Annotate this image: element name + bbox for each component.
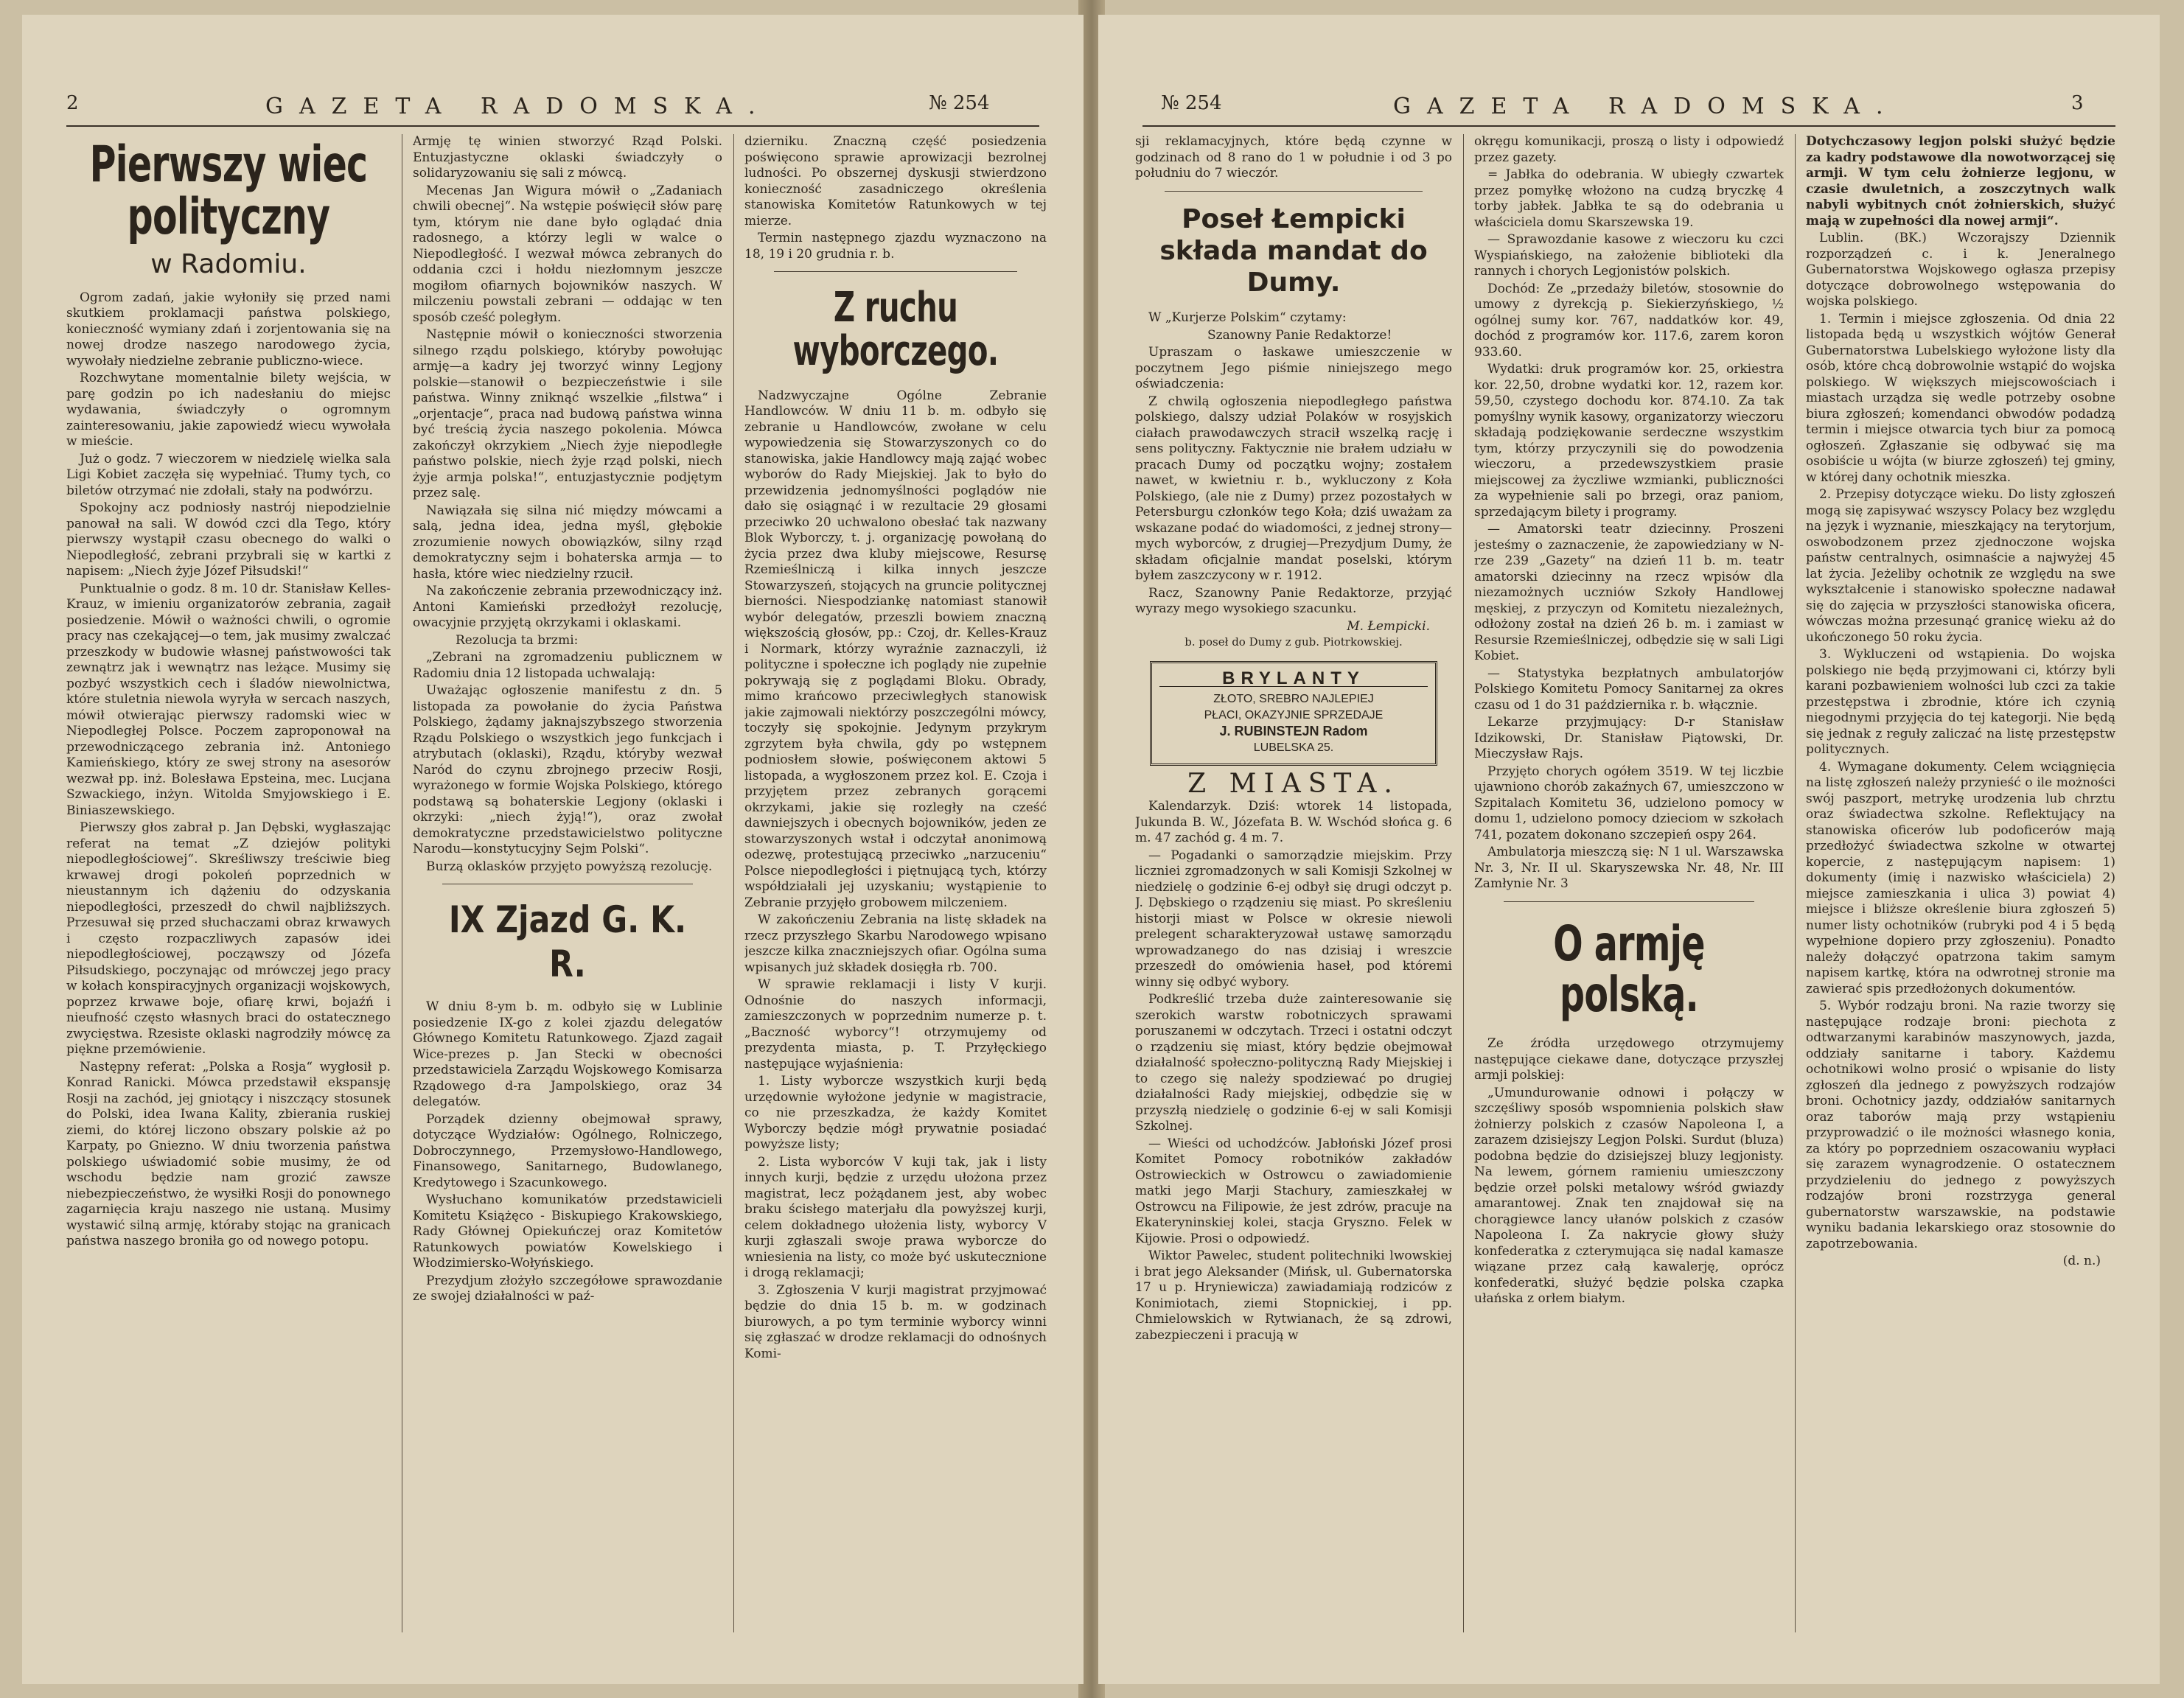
paragraph: Wysłuchano komunikatów przedstawicieli Komitetu Książęco - Biskupiego Krakowskiego, Rady Głównej Opiekuńczej oraz Komitetów Ratunkowych powiatów Kowelskiego i Włodzimiersko-Wołyńskiego. <box>413 1192 722 1271</box>
paragraph: Burzą oklasków przyjęto powyższą rezolucję. <box>426 859 713 874</box>
paragraph: Wiktor Pawelec, student politechniki lwowskiej i brat jego Aleksander (Mińsk, ul. Gubernatorska 17 u p. Hryniewicza) zawiadamiają rodziców z Konimiotach, ziemi Stopnickiej, i pp. Chmielowskich w Rytwianach, że są zdrowi, zabezpieczeni i pracują w <box>1135 1248 1452 1343</box>
headline-zjazd: IX Zjazd G. K. R. <box>448 898 687 985</box>
separator <box>1504 901 1754 902</box>
paragraph: okręgu komunikacji, proszą o listy i odpowiedź przez gazety. <box>1474 134 1784 165</box>
paragraph: — Wieści od uchodźców. Jabłoński Józef prosi Komitet Pomocy robotników zakładów Ostrowieckich w Ostrowcu o zawiadomienie matki jego Marji Stachury, zamieszkałej w Ostrowcu na Filipowie, że jest zdrów, pracuje na Ekateryninskiej kolei, stacja Gryszno. Felek w Kijowie. Prosi o odpowiedź. <box>1135 1136 1452 1246</box>
paragraph: W dniu 8-ym b. m. odbyło się w Lublinie posiedzenie IX-go z kolei zjazdu delegatów Głównego Komitetu Ratunkowego. Zjazd zagaił Wice-prezes p. Jan Stecki w obecności przedstawiciela Zarządu Wojskowego Komisarza Rządowego d-ra Jampolskiego, oraz 34 delegatów. <box>413 999 722 1109</box>
paragraph: sji reklamacyjnych, które będą czynne w godzinach od 8 rano do 1 w południe i od 3 po południu do 7 wieczór. <box>1135 134 1452 181</box>
paragraph: 3. Wykluczeni od wstąpienia. Do wojska polskiego nie będą przyjmowani ci, którzy byli karani pozbawieniem wolności lub czci za takie przestępstwa i zbrodnie, które ich czynią niegodnymi przyjęcia do tej kategorji. Nie będą się jednak z reguły zaliczać na listę przestępstw politycznych. <box>1806 647 2115 757</box>
paragraph: „Zebrani na zgromadzeniu publicznem w Radomiu dnia 12 listopada uchwalają: <box>413 650 722 681</box>
column-3 <box>744 134 1047 1640</box>
signature: M. Łempicki. <box>1347 618 1430 634</box>
column-rule <box>733 134 734 1632</box>
header-rule <box>1142 125 2115 127</box>
column-rule <box>1463 134 1464 1632</box>
ad-line: PŁACI, OKAZYJNIE SPRZEDAJE <box>1204 709 1384 722</box>
paragraph: „Umundurowanie odnowi i połączy w szczęśliwy sposób wspomnienia polskich sław żołnierzy polskich z czasów Napoleona I, a zarazem dzisiejszy Legjon Polski. Surdut (bluza) podobna będzie do dzisiejszej bluzy legjonisty. Na lewem, górnem ramieniu umieszczony będzie orzeł polski metalowy wśród gwiazdy amarantowej. Znak ten znajdował się na chorągiewce lancy ułanów polskich z czasów Napoleona I. Za nakrycie głowy służy konfederatka z czterymująca się nadal kamasze wiązane przez całą kawalerję, oprócz konfederatki, służyć będzie polska czapka ułańska z orłem białym. <box>1474 1085 1784 1307</box>
paragraph: Nawiązała się silna nić między mówcami a salą, jedna idea, jedna myśl, głębokie zrozumienie nowych obowiązków, silny rząd demokratyczny sejm i bohaterska armja — to hasła, które wiec niedzielny rzucił. <box>413 503 722 581</box>
paragraph: W sprawie reklamacji i listy V kurji. Odnośnie do naszych informacji, zamieszczonych w poprzednim numerze p. t. „Baczność wyborcy“! otrzymujemy od prezydenta miasta, p. T. Przyłęckiego następujące wyjaśnienia: <box>744 977 1047 1072</box>
page-number: 2 <box>66 92 79 114</box>
paragraph: Upraszam o łaskawe umieszczenie w poczytnem Jego piśmie niniejszego mego oświadczenia: <box>1135 345 1452 392</box>
paragraph: Na zakończenie zebrania przewodniczący inż. Antoni Kamieński przedłożył rezolucję, owacyjnie przyjętą okrzykami i oklaskami. <box>413 584 722 630</box>
paragraph: Lublin. (BK.) Wczorajszy Dziennik rozporządzeń c. i k. Jeneralnego Gubernatorstwa Wojskowego ogłasza przepisy dotyczące dobrowolnego wstępowania do wojska polskiego. <box>1806 231 2115 309</box>
page-number: 3 <box>2071 92 2084 114</box>
subhead: w Radomiu. <box>150 248 307 279</box>
paragraph: 2. Przepisy dotyczące wieku. Do listy zgłoszeń mogą się zapisywać wszyscy Polacy bez względu na język i wyznanie, mieszkający na terytorjum, oswobodzonem przez zjednoczone wojska państw centralnych, osimnaście a najwyżej 45 lat życia. Jeżeliby ochotnik ze względu na swe wykształcenie i stanowisko społeczne nadawał się do zajęcia w przyszłości stanowiska oficera, wówczas można przesunąć granicę wieku aż do ukończonego 50 roku życia. <box>1806 487 2115 645</box>
ad-address: LUBELSKA 25. <box>1253 741 1334 754</box>
ad-title: BRYLANTY <box>1159 671 1428 688</box>
paragraph: Ze źródła urzędowego otrzymujemy następujące ciekawe dane, dotyczące przyszłej armji polskiej: <box>1474 1036 1784 1083</box>
separator <box>1165 191 1423 192</box>
paragraph: = Jabłka do odebrania. W ubiegły czwartek przez pomyłkę włożono na cudzą bryczkę 4 torby jabłek. Jabłka te są do odebrania u właściciela domu Skarszewska 19. <box>1474 167 1784 230</box>
issue-number: № 254 <box>929 92 990 114</box>
signature-note: b. poseł do Dumy z gub. Piotrkowskiej. <box>1185 635 1403 649</box>
paragraph: 4. Wymagane dokumenty. Celem wciągnięcia na listę zgłoszeń należy przynieść o ile możności swój paszport, metrykę urodzenia lub chrztu oraz świadectwa szkolne. Reflektujący na stanowiska oficerów lub podoficerów mają przedłożyć świadectwa szkolne w otwartej kopercie, z następującym napisem: 1) dokumenty (imię i nazwisko właściciela) 2) miejsce zamieszkania i ulica 3) powiat 4) miejsce i bliższe określenie biura zgłoszeń 5) numer listy ochotników (rubryki pod 4 i 5 będą wypełnione dopiero przy zgłoszeniu). Ponadto należy dołączyć opatrzona takim samym napisem kartkę, która na odwrotnej stronie ma zawierać spis przedłożonych dokumentów. <box>1806 759 2115 996</box>
ad-line: ZŁOTO, SREBRO NAJLEPIEJ <box>1213 693 1374 706</box>
paragraph: Pierwszy głos zabrał p. Jan Dębski, wygłaszając referat na temat „Z dziejów polityki niepodległościowej“. Skreśliwszy treściwie bieg krwawej drogi pokoleń poprzednich w nieustannym ich dążeniu do odzyskania niepodległości, przeszedł do chwil najbliższych. Przesuwał się przed słuchaczami obraz krwawych i często rozpaczliwych zapasów idei niepodległościowej, począwszy od Józefa Piłsudskiego, poczynając od mrówczej jego pracy w kołach konspiracyjnych organizacji wojskowych, poprzez krwawe boje, ofiarę krwi, bojaźń i nieufność często własnych braci do ostatecznego zwycięstwa. Rzesiste oklaski nagrodziły mówcę za piękne przemówienie. <box>66 820 391 1058</box>
paragraph: W „Kurjerze Polskim“ czytamy: <box>1148 310 1347 326</box>
paragraph: Armję tę winien stworzyć Rząd Polski. Entuzjastyczne oklaski świadczyły o solidaryzowaniu się sali z mówcą. <box>413 134 722 181</box>
masthead: GAZETA RADOMSKA. <box>1393 94 1899 119</box>
paragraph: Przyjęto chorych ogółem 3519. W tej liczbie ujawniono chorób zakaźnych 67, umieszczono w Szpitalach Komitetu 36, udzielono pomocy w domu 1, udzielono pomocy dzieciom w szkołach 741, pozatem dokonano szczepień ospy 264. <box>1474 764 1784 842</box>
paragraph: Z chwilą ogłoszenia niepodległego państwa polskiego, dalszy udział Polaków w rosyjskich ciałach prawodawczych stracił wszelką rację i sens polityczny. Faktycznie nie brałem udziału w pracach Dumy od początku wojny; zostałem nawet, w kwietniu r. b., wykluczony z Koła Polskiego, (ale nie z Dumy) przez pozostałych w Petersburgu członków tego Koła; dziś uważam za wskazane podać do wiadomości, z jednej strony—mych wyborców, z drugiej—Prezydjum Dumy, że składam oficjalnie mandat poselski, którym byłem zaszczycony w r. 1912. <box>1135 394 1452 584</box>
paragraph: Rozchwytane momentalnie bilety wejścia, w parę godzin po ich nadesłaniu do miejsc wydawania, świadczyły o ogromnym zainteresowaniu, jakie zapowiedź wiecu wywołała w mieście. <box>66 371 391 450</box>
paragraph: Mecenas Jan Wigura mówił o „Zadaniach chwili obecnej“. Na wstępie poświęcił słów parę tym, którym nie dane było oglądać dnia radosnego, a którzy legli w walce o Niepodległość. I wezwał mówca zebranych do oddania czci i hołdu niezłomnym jeszcze mogiłom ofiarnych bojowników naszych. W milczeniu powstali zebrani — oddając w ten sposób cześć poległym. <box>413 183 722 325</box>
paragraph: Termin następnego zjazdu wyznaczono na 18, 19 i 20 grudnia r. b. <box>744 231 1047 262</box>
column-3 <box>1806 134 2115 1640</box>
column-rule <box>1795 134 1796 1632</box>
paragraph: Następny referat: „Polska a Rosja“ wygłosił p. Konrad Ranicki. Mówca przedstawił ekspansję Rosji na zachód, jej gniotący i niszczący stosunek do Polski, idea Iwana Kality, zbierania ruskiej ziemi, do której liczono obszary polskie aż po Karpaty, po Gniezno. W dniu tworzenia państwa polskiego uświadomić sobie musimy, że od wschodu będzie nam grozić zawsze niebezpieczeństwo, że wysiłki Rosji do ponownego zagarnięcia kraju naszego nie ustaną. Musimy wystawić silną armję, któraby stojąc na granicach państwa naszego broniła go od nowego potopu. <box>66 1059 391 1249</box>
paragraph: Punktualnie o godz. 8 m. 10 dr. Stanisław Kelles-Krauz, w imieniu organizatorów zebrania, zagaił posiedzenie. Mówił o ważności chwili, o ogromie pracy nas czekającej—o tem, jak musimy zwalczać przeszkody w budowie własnej państwowości tak zewnątrz jak i wewnątrz nas leżące. Musimy się pozbyć wszystkich cech i śladów niewolnictwa, które stuletnia niewola wyryła w sercach naszych, mówił otwierając pierwszy radomski wiec w Niepodległej Polsce. Poczem zaproponował na przewodniczącego zebrania inż. Antoniego Kamieńskiego, który ze swej strony na asesorów wezwał pp. inż. Bolesława Epsteina, mec. Lucjana Szwackiego, inżyn. Witolda Smyjowskiego i E. Biniaszewskiego. <box>66 581 391 818</box>
headline: Pierwszy wiec polityczny <box>89 136 368 247</box>
paragraph: — Statystyka bezpłatnych ambulatorjów Polskiego Komitetu Pomocy Sanitarnej za okres czasu od 1 do 31 października r. b. włącznie. <box>1474 665 1784 713</box>
paragraph: Spokojny acz podniosły nastrój niepodzielnie panował na sali. W dowód czci dla Tego, który pierwszy wystąpił czasu obecnego do walki o Niepodległość, zebrani przybrali się w kartki z napisem: „Niech żyje Józef Piłsudski!“ <box>66 500 391 579</box>
paragraph: 1. Listy wyborcze wszystkich kurji będą urzędownie wyłożone jedynie w magistracie, co nie przeszkadza, że każdy Komitet Wyborczy będzie mógł prywatnie posiadać powyższe listy; <box>744 1074 1047 1153</box>
page-header <box>22 85 1084 122</box>
paragraph: Ogrom zadań, jakie wyłoniły się przed nami skutkiem proklamacji państwa polskiego, konieczność wymiany zdań i zorjentowania się na nowej drodze naszego narodowego życia, wywołały niedzielne zebranie publiczno-wiece. <box>66 290 391 368</box>
paragraph: Nadzwyczajne Ogólne Zebranie Handlowców. W dniu 11 b. m. odbyło się zebranie u Handlowców, zwołane w celu wypowiedzenia się Stowarzyszonych co do stanowiska, jakie Handlowcy mają zająć wobec wyborów do Rady Miejskiej. Jak to było do przewidzenia jednomyślności poglądów nie dało się osiągnąć i w rezultacie 29 głosami przeciwko 20 uchwalono obesłać tak nazwany Blok Wyborczy, t. j. organizację powołaną do życia przez dwa kluby miejscowe, Resursę Rzemieślniczą i kilka innych jeszcze Stowarzyszeń, stojących na gruncie politycznej bierności. Niespodziankę natomiast stanowił wybór delegatów, przeszli bowiem znaczną większością głosów, pp.: Czoj, dr. Kelles-Krauz i Normark, którzy wyraźnie zaznaczyli, iż polityczne i społeczne ich poglądy nie zupełnie pokrywają się z poglądami Bloku. Obrady, mimo krańcowo przeciwległych stanowisk jakie zajmowali niektórzy poszczególni mówcy, toczyły się spokojnie. Jedynym przykrym zgrzytem była chwila, gdy po wstępnem podniosłem słowie, poświęconem aktowi 5 listopada, a wygłoszonem przez kol. E. Czoja i przyjętem przez zebranych gorącemi okrzykami, jakie się rozległy na cześć dawniejszych i obecnych bojowników, jeden ze stowarzyszonych wstał i odczytał anonimową odezwę, protestującą przeciwko „narzuceniu“ Polsce niepodległości i piętnującą tych, którzy współdziałali jej uzyskaniu; wystąpienie to Zebranie przyjęło grobowem milczeniem. <box>744 388 1047 910</box>
paragraph: 5. Wybór rodzaju broni. Na razie tworzy się następujące rodzaje broni: piechota z odtwarzanymi karabinów maszynowych, jazda, oddziały sanitarne i tabory. Każdemu ochotnikowi wolno prosić o wpisanie do listy zgłoszeń dla jednego z powyższych rodzajów broni. Ochotnicy jazdy, oddziałów sanitarnych oraz taborów mają przy wstąpieniu przyprowadzić o ile możności własnego konia, za który po poprzedniem oszacowaniu wypłaci się zarazem wynagrodzenie. O ostatecznem przydzieleniu do jednego z powyższych rodzajów broni rozstrzyga general gubernatorstw warszawskie, na podstawie wyniku badania lekarskiego oraz stosownie do zapotrzebowania. <box>1806 999 2115 1251</box>
masthead: GAZETA RADOMSKA. <box>265 94 772 119</box>
column-2 <box>1474 134 1784 1640</box>
paragraph: Kalendarzyk. Dziś: wtorek 14 listopada, Jukunda B. W., Józefata B. W. Wschód słońca g. 6 m. 47 zachód g. 4 m. 7. <box>1135 799 1452 846</box>
issue-number: № 254 <box>1161 92 1222 114</box>
paragraph: Wydatki: druk programów kor. 25, orkiestra kor. 22,50, drobne wydatki kor. 12, razem kor. 59,50, czystego dochodu kor. 874.10. Za tak pomyślny wynik kasowy, organizatorzy wieczoru składają podziękowanie serdeczne wszystkim tym, którzy przyczynili się do powodzenia wieczoru, a przedewszystkiem prasie miejscowej za życzliwe wzmianki, publiczności za wypełnienie sali po brzegi, oraz paniom, sprzedającym bilety i programy. <box>1474 362 1784 520</box>
paragraph: — Amatorski teatr dziecinny. Proszeni jesteśmy o zaznaczenie, że zapowiedziany w N-rze 239 „Gazety“ na dzień 11 b. m. teatr amatorski dziecinny na rzecz wpisów dla niezamożnych uczniów Szkoły Handlowej męskiej, z przyczyn od Komitetu niezależnych, odłożony został na dzień 26 b. m. i zamiast w Resursie Rzemieślniczej, odbędzie się w sali Ligi Kobiet. <box>1474 522 1784 663</box>
paragraph: W zakończeniu Zebrania na listę składek na rzecz przyszłego Skarbu Narodowego wpisano jeszcze kilka znaczniejszych ofiar. Ogólna suma wpisanych już składek dosięgła rb. 700. <box>744 912 1047 975</box>
advertisement <box>1150 661 1437 766</box>
paragraph: Ambulatorja mieszczą się: N 1 ul. Warszawska Nr. 3, Nr. II ul. Skaryszewska Nr. 48, Nr. III Zamłynie Nr. 3 <box>1474 845 1784 891</box>
paragraph: Racz, Szanowny Panie Redaktorze, przyjąć wyrazy mego wysokiego szacunku. <box>1135 585 1452 617</box>
paragraph: Dotychczasowy legjon polski służyć będzie za kadry podstawowe dla nowotworzącej się armji. W tym celu żołnierze legjonu, w czasie dwuletnich, a zoszczytnych walk nabyli wybitnych cnót żołnierskich, służyć mają w zupełności dla nowej armji“. <box>1806 134 2115 228</box>
paragraph: 1. Termin i miejsce zgłoszenia. Od dnia 22 listopada będą u wszystkich wójtów Generał Gubernatorstwa Lubelskiego wyłożone listy dla osób, które chcą dobrowolnie wstąpić do wojska polskiego. W większych miejscowościach i miastach urządza się wedle potrzeby osobne biura zgłoszeń; komendanci obwodów podadzą termin i miejsce otwarcia tych biur za pomocą ogłoszeń. Zgłaszanie się odbywać się ma osobiście u wójta (w biurze zgłoszeń) tej gminy, w której dany ochotnik mieszka. <box>1806 311 2115 485</box>
paragraph: Uważając ogłoszenie manifestu z dn. 5 listopada za powołanie do życia Państwa Polskiego, żądamy jaknajszybszego stworzenia Rządu Polskiego o wszystkich jego funkcjach i atrybutach (oklaski), Rządu, któryby wezwał Naród do czynu zbrojnego przeciw Rosji, wyrażonego w formie Wojska Polskiego, którego podstawą są bohaterskie Legjony (oklaski i okrzyki: „niech żyją!“), oraz zwołał demokratyczne przedstawicielstwo polityczne Narodu—konstytucyjny Sejm Polski“. <box>413 683 722 856</box>
left-page <box>22 15 1084 1684</box>
column-1 <box>1135 134 1452 1640</box>
paragraph: — Pogadanki o samorządzie miejskim. Przy liczniei zgromadzonych w sali Komisji Szkolnej w niedzielę o godzinie 6-ej odbył się drugi odczyt p. J. Dębskiego o rządzeniu się miast. Po skreśleniu historji miast w Polsce w okresie niewoli prelegent scharakteryzował ustawę samorządu wprowadzanego do nas dzisiaj i wreszcie przeszedł do omówienia haseł, pod któremi winny się odbyć wybory. <box>1135 848 1452 990</box>
paragraph: Już o godz. 7 wieczorem w niedzielę wielka sala Ligi Kobiet zaczęła się wypełniać. Tłumy tych, co biletów otrzymać nie zdołali, stały na podwórzu. <box>66 451 391 498</box>
right-page <box>1098 15 2160 1684</box>
page-header <box>1098 85 2160 122</box>
headline-lempicki: Poseł Łempicki składa mandat do Dumy. <box>1159 203 1428 298</box>
paragraph: Rezolucja ta brzmi: <box>456 632 579 648</box>
ad-name: J. RUBINSTEJN Radom <box>1219 724 1368 739</box>
section-heading: Z MIASTA. <box>1187 768 1400 799</box>
headline-armja: O armję polską. <box>1553 915 1705 1023</box>
paragraph: Szanowny Panie Redaktorze! <box>1207 327 1392 343</box>
paragraph: Podkreślić trzeba duże zainteresowanie się szerokich warstw robotniczych sprawami poruszanemi w odczytach. Trzeci i ostatni odczyt o rządzeniu się miast, który będzie obejmował działalność społeczno-polityczną Rady Miejskiej i to czego się należy spodziewać po drugiej działalności Rady miejskiej, odbędzie się w przyszłą niedzielę o godzinie 6-ej w sali Komisji Szkolnej. <box>1135 992 1452 1134</box>
separator <box>774 271 1017 272</box>
paragraph: dzierniku. Znaczną część posiedzenia poświęcono sprawie aprowizacji bezrolnej ludności. Po obszernej dyskusji stwierdzono konieczność zasadniczego określenia stanowiska Komitetów Ratunkowych w tej mierze. <box>744 134 1047 228</box>
paragraph: Dochód: Ze „przedaży biletów, stosownie do umowy z dyrekcją p. Siekierzyńskiego, ½ ogólnej sumy kor. 767, naddatków kor. 49, dochód z programów kor. 117.6, zarem koron 933.60. <box>1474 281 1784 360</box>
column-1 <box>66 134 391 1640</box>
paragraph: Następnie mówił o konieczności stworzenia silnego rządu polskiego, któryby powołując armję—a kadry jej tworzyć winny Legjony polskie—stanowił o bezpieczeństwie i sile państwa. Winny zniknąć wszelkie „filstwa“ i „orjentacje“, praca nad budową państwa winna być treścią życia naszego pokolenia. Mówca zakończył okrzykiem „Niech żyje niepodległe państwo polskie, niech żyje rząd polski, niech żyje armja polska!“, entuzjastycznie podjętym przez salę. <box>413 327 722 500</box>
header-rule <box>66 125 1039 127</box>
column-2 <box>413 134 722 1640</box>
paragraph: 2. Lista wyborców V kuji tak, jak i listy innych kurji, będzie z urzędu ułożona przez magistrat, lecz pożądanem jest, aby wobec braku ścisłego materjału dla powyższej kurji, celem dokładnego ułożenia listy, wyborcy V kurji zgłaszali swoje prawa wyborcze do wniesienia na listy, co może być uskutecznione i drogą reklamacji; <box>744 1154 1047 1281</box>
paragraph: Porządek dzienny obejmował sprawy, dotyczące Wydziałów: Ogólnego, Rolniczego, Dobroczynnego, Przemysłowo-Handlowego, Finansowego, Sanitarnego, Budowlanego, Kredytowego i Szacunkowego. <box>413 1111 722 1190</box>
paragraph: — Sprawozdanie kasowe z wieczoru ku czci Wyspiańskiego, na założenie biblioteki dla rannych i chorych Legjonistów polskich. <box>1474 232 1784 279</box>
paragraph: Lekarze przyjmujący: D-r Stanisław Idzikowski, Dr. Stanisław Piątowski, Dr. Mieczysław Rajs. <box>1474 715 1784 761</box>
continued-note: (d. n.) <box>2062 1254 2101 1268</box>
paragraph: Prezydjum złożyło szczegółowe sprawozdanie ze swojej działalności w paź- <box>413 1273 722 1304</box>
paragraph: 3. Zgłoszenia V kurji magistrat przyjmować będzie do dnia 15 b. m. w godzinach biurowych, a po tym terminie wyborcy winni się zgłaszać w drodze reklamacji do odnośnych Komi- <box>744 1282 1047 1361</box>
headline-wybory: Z ruchu wyborczego. <box>792 284 999 375</box>
